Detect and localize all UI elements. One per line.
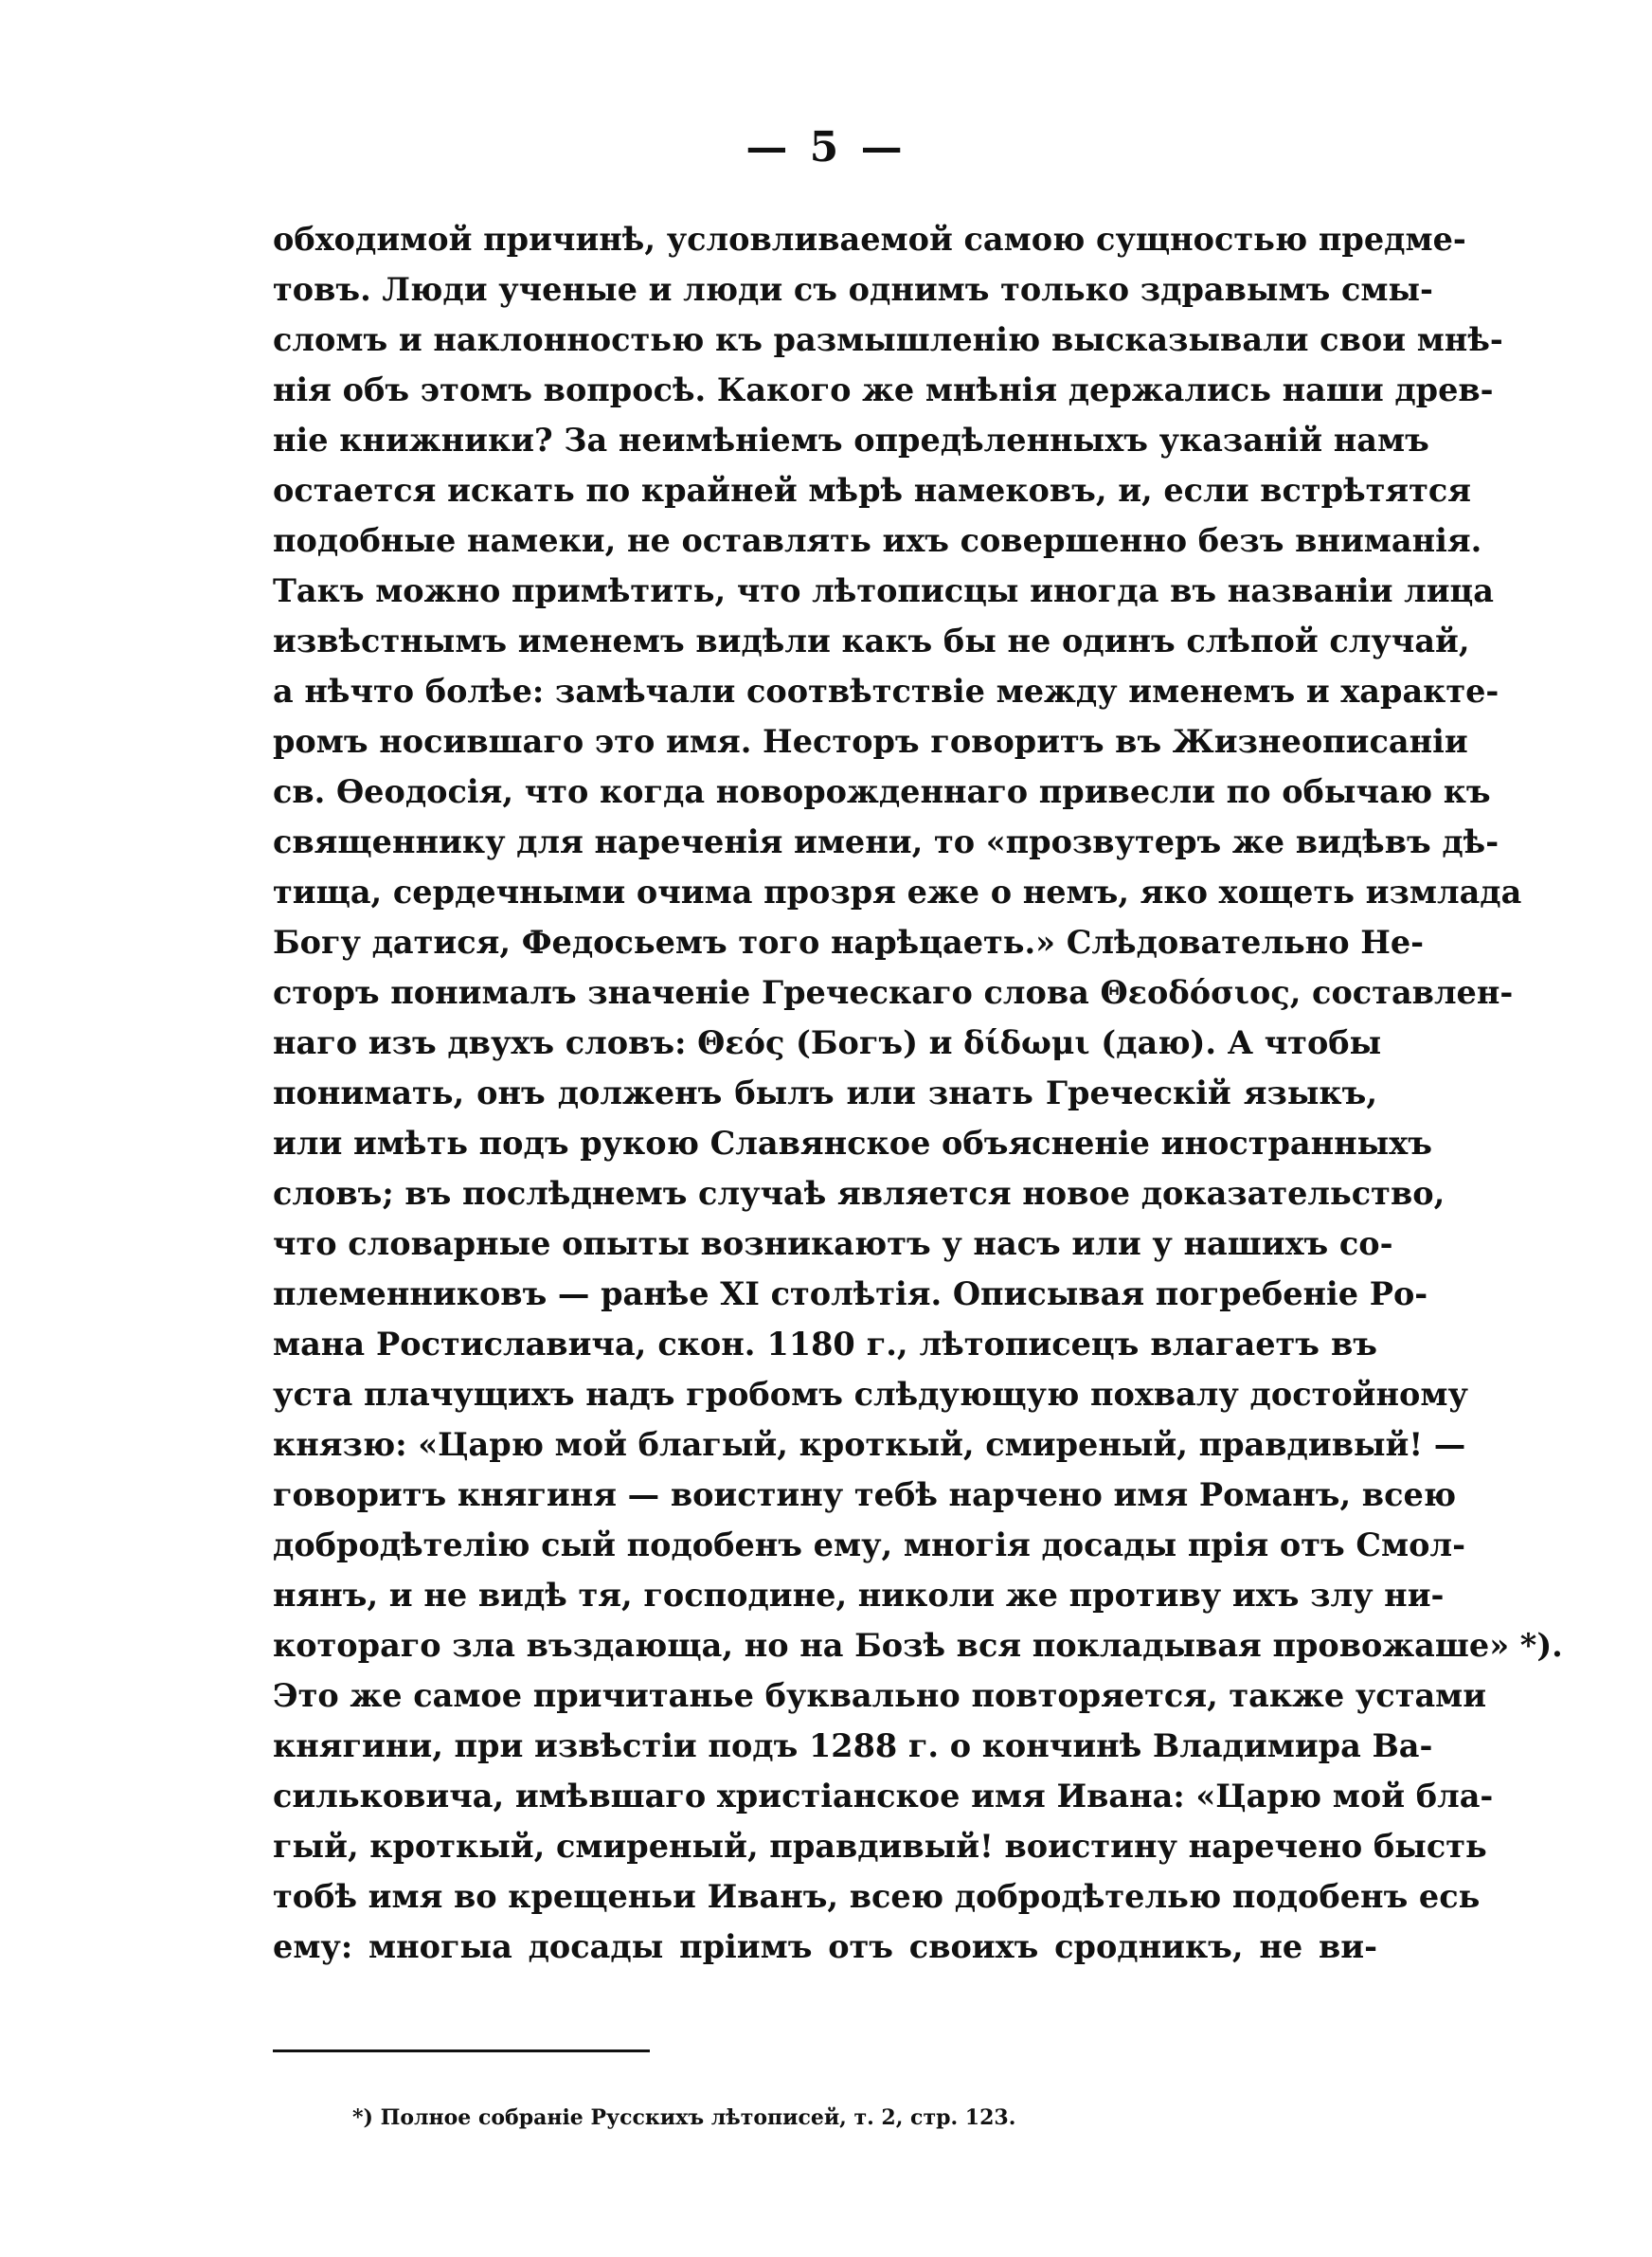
text-line: князю: «Царю мой благый, кроткый, смиреный, правдивый! — [273, 1426, 1466, 1463]
text-line: или имѣть подъ рукою Славянское объясненіе иностранныхъ [273, 1125, 1432, 1162]
text-line: гый, кроткый, смиреный, правдивый! воистину наречено бысть [273, 1828, 1487, 1865]
text-line: наго изъ двухъ словъ: Θεός (Богъ) и δίδωμι (даю). А чтобы [273, 1024, 1382, 1061]
footnote-divider [273, 2049, 650, 2052]
text-line: Богу датися, Федосьемъ того нарѣцаеть.» Слѣдовательно Не- [273, 924, 1425, 961]
text-line: товъ. Люди ученые и люди съ однимъ только здравымъ смы- [273, 271, 1433, 308]
text-line: сломъ и наклонностью къ размышленію высказывали свои мнѣ- [273, 321, 1503, 358]
page-number: — 5 — [745, 123, 907, 172]
text-line: Это же самое причитанье буквально повторяется, также устами [273, 1677, 1487, 1714]
text-line: племенниковъ — ранѣе XI столѣтія. Описывая погребеніе Ро- [273, 1275, 1428, 1312]
text-line: нянъ, и не видѣ тя, господине, николи же противу ихъ злу ни- [273, 1577, 1445, 1614]
text-line: Такъ можно примѣтить, что лѣтописцы иногда въ названіи лица [273, 572, 1495, 609]
text-line: священнику для нареченія имени, то «прозвутеръ же видѣвъ дѣ- [273, 823, 1499, 860]
text-line: котораго зла въздающа, но на Бозѣ вся покладывая провожаше» *). [273, 1627, 1563, 1664]
text-line: тища, сердечными очима прозря еже о немъ, яко хощеть измлада [273, 874, 1522, 911]
text-line: что словарные опыты возникаютъ у насъ или у нашихъ со- [273, 1225, 1393, 1262]
text-line: добродѣтелію сый подобенъ ему, многія досады прія отъ Смол- [273, 1526, 1465, 1563]
text-line: тобѣ имя во крещеньи Иванъ, всею добродѣтелью подобенъ есь [273, 1878, 1481, 1915]
text-line: ніе книжники? За неимѣніемъ опредѣленныхъ указаній намъ [273, 422, 1429, 459]
text-line: уста плачущихъ надъ гробомъ слѣдующую похвалу достойному [273, 1376, 1468, 1413]
footnote: *) Полное собраніе Русскихъ лѣтописей, т. 2, стр. 123. [352, 2105, 1016, 2130]
text-line: св. Ѳеодосія, что когда новорожденнаго привесли по обычаю къ [273, 773, 1491, 810]
text-line: нія объ этомъ вопросѣ. Какого же мнѣнія держались наши древ- [273, 371, 1494, 408]
text-line: остается искать по крайней мѣрѣ намековъ, и, если встрѣтятся [273, 472, 1472, 509]
text-line: ромъ носившаго это имя. Несторъ говоритъ въ Жизнеописаніи [273, 723, 1468, 760]
text-line: извѣстнымъ именемъ видѣли какъ бы не одинъ слѣпой случай, [273, 623, 1470, 659]
text-line: сильковича, имѣвшаго христіанское имя Ивана: «Царю мой бла- [273, 1778, 1494, 1815]
text-line: ему: многыа досады пріимъ отъ своихъ сродникъ, не ви- [273, 1928, 1377, 1965]
text-line: подобные намеки, не оставлять ихъ совершенно безъ вниманія. [273, 522, 1482, 559]
text-line: говоритъ княгиня — воистину тебѣ нарчено имя Романъ, всею [273, 1476, 1457, 1513]
text-line: мана Ростиславича, скон. 1180 г., лѣтописецъ влагаетъ въ [273, 1326, 1377, 1363]
text-line: понимать, онъ долженъ былъ или знать Греческій языкъ, [273, 1074, 1377, 1111]
body-text [273, 214, 1563, 1972]
text-line: а нѣчто болѣе: замѣчали соотвѣтствіе между именемъ и характе- [273, 673, 1499, 710]
text-line: обходимой причинѣ, условливаемой самою сущностью предме- [273, 221, 1466, 258]
text-line: сторъ понималъ значеніе Греческаго слова Θεοδόσιος, составлен- [273, 974, 1514, 1011]
text-line: княгини, при извѣстіи подъ 1288 г. о кончинѣ Владимира Ва- [273, 1727, 1433, 1764]
text-line: словъ; въ послѣднемъ случаѣ является новое доказательство, [273, 1175, 1446, 1212]
